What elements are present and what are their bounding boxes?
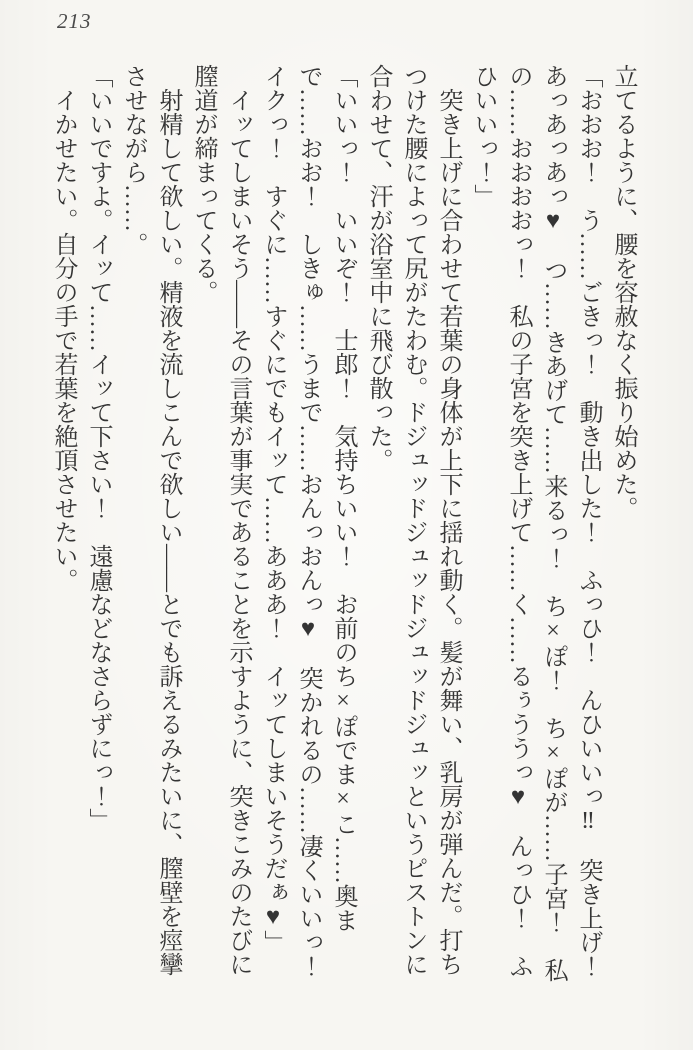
paragraph-dialogue-1: 「おおお！ う……ごきっ！ 動き出した！ ふっひ！ んひいいっ‼ 突き上げ！あっあっあっ♥ つ……きあげて……来るっ！ ち×ぽ！ ち×ぽが……子宮！ 私の……おおおおっ！ 私の子宮を突き上げて……く……るぅううっ♥ んっひ！ ふひいいっ！」 [470, 64, 601, 982]
paragraph-narrative-4: イかせたい。自分の手で若葉を絶頂させたい。 [50, 88, 76, 592]
page-number: 213 [57, 9, 92, 33]
paragraph-dialogue-3: 「いいですよ。イッて……イッて下さい！ 遠慮などなさらずにっ！」 [85, 64, 111, 832]
paragraph-narrative-2: イッてしまいそう——その言葉が事実であることを示すように、突きこみのたびに膣道が締まってくる。 [190, 64, 251, 976]
paragraph-narrative-3: 射精して欲しい。精液を流しこんで欲しい——とでも訴えるみたいに、膣壁を痙攣させながら……。 [120, 64, 181, 976]
paragraph-dialogue-2: 「いいっ！ いいぞ！ 士郎！ 気持ちいい！ お前のち×ぽでま×こ……奥まで……おお！ しきゅ……うまで……おんっおんっ♥ 突かれるの……凄くいいっ！イクっ！ すぐに……すぐにでもイッて……あああ！ イッてしまいそうだぁ♥」 [260, 64, 356, 978]
paragraph-continuation: 立てるように、腰を容赦なく振り始めた。 [610, 64, 636, 520]
paragraph-narrative-1: 突き上げに合わせて若葉の身体が上下に揺れ動く。髪が舞い、乳房が弾んだ。打ちつけた腰によって尻がたわむ。ドジュッドジュッドジュッドジュッというピストンに合わせて、汗が浴室中に飛び散った。 [365, 64, 461, 976]
vertical-text-block [45, 64, 640, 996]
